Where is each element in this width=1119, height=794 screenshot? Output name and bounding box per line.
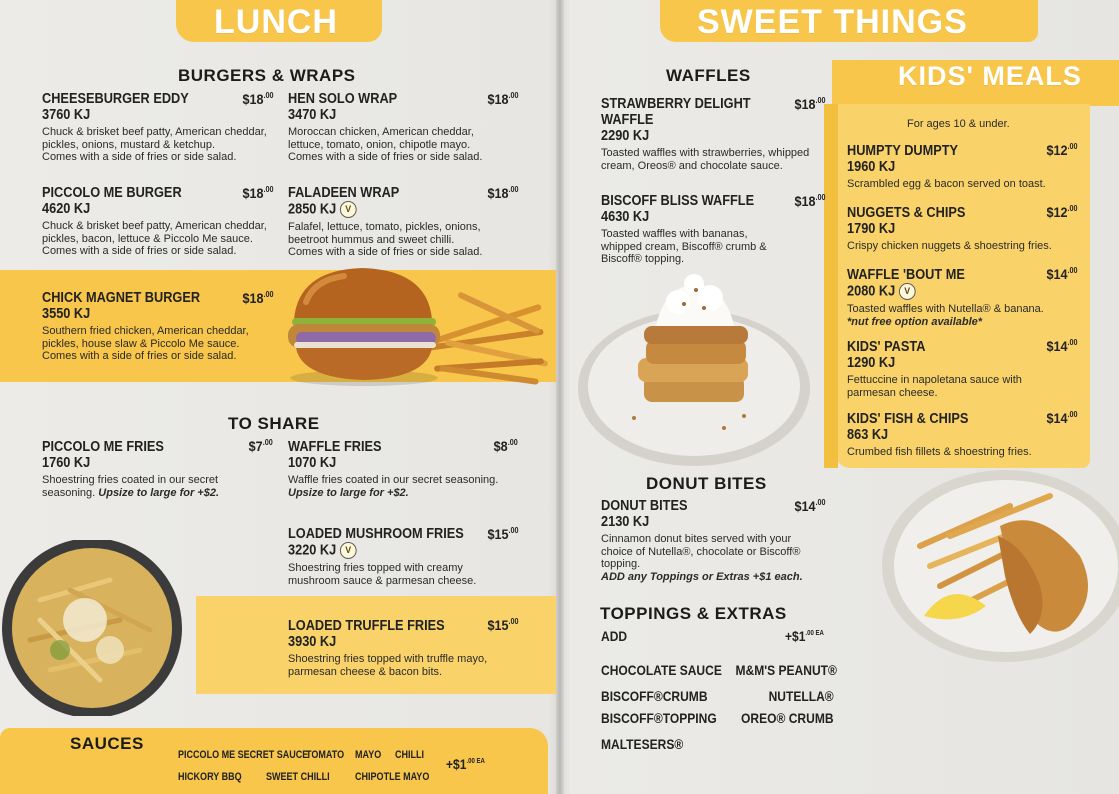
item-desc: Crumbed fish fillets & shoestring fries. bbox=[847, 446, 1032, 458]
item-price: $\$12^{.00}$ bbox=[1045, 204, 1077, 220]
item-kj: 2850 KJ V bbox=[288, 201, 485, 218]
menu-item bbox=[42, 185, 272, 258]
item-kj: 4620 KJ bbox=[42, 201, 91, 217]
item-desc: Chuck & brisket beef patty, American cheddar, pickles, bacon, lettuce & Piccolo Me sauce. Comes with a side of fries or side salad. bbox=[42, 220, 267, 257]
item-name: WAFFLE 'BOUT ME bbox=[847, 267, 965, 283]
item-kj: 1290 KJ bbox=[847, 355, 896, 371]
menu-item bbox=[288, 91, 512, 164]
toppings-heading: TOPPINGS & EXTRAS bbox=[600, 604, 787, 623]
topping-item: MALTESERS® bbox=[601, 736, 684, 752]
item-price: $\$14^{.00}$ bbox=[1045, 266, 1077, 282]
item-kj: 4630 KJ bbox=[601, 209, 650, 225]
sauce-item: MAYO bbox=[355, 749, 382, 761]
sauce-item: SWEET CHILLI bbox=[266, 771, 330, 783]
item-desc: Shoestring fries topped with creamy mushroom sauce & parmesan cheese. bbox=[288, 562, 477, 587]
menu-item bbox=[601, 498, 819, 583]
item-name: LOADED TRUFFLE FRIES bbox=[288, 618, 445, 634]
waffles-heading: WAFFLES bbox=[666, 66, 751, 85]
item-name: STRAWBERRY DELIGHT bbox=[601, 96, 751, 112]
sauce-item: PICCOLO ME SECRET SAUCE bbox=[178, 749, 309, 761]
item-price: $\$18^{.00}$ bbox=[793, 193, 825, 209]
item-price: $\$18^{.00}$ bbox=[241, 290, 273, 306]
item-desc: Moroccan chicken, American cheddar, lettuce, tomato, onion, chipotle mayo. Comes with a side of fries or side salad. bbox=[288, 126, 483, 163]
item-kj: 3470 KJ bbox=[288, 107, 337, 123]
item-price: $\$18^{.00}$ bbox=[241, 91, 273, 107]
item-name: WAFFLE FRIES bbox=[288, 439, 382, 455]
item-note: *nut free option available* bbox=[847, 315, 983, 328]
item-price: $\$14^{.00}$ bbox=[793, 498, 825, 514]
vegetarian-icon: V bbox=[899, 283, 916, 300]
item-price: $\$8^{.00}$ bbox=[493, 438, 518, 454]
item-desc: Toasted waffles with Nutella® & banana. bbox=[847, 303, 1044, 315]
topping-item: M&M'S PEANUT® bbox=[735, 662, 837, 678]
item-price: $\$18^{.00}$ bbox=[486, 91, 518, 107]
item-desc: Chuck & brisket beef patty, American cheddar, pickles, onions, mustard & ketchup. Comes with a side of fries or side salad. bbox=[42, 126, 267, 163]
item-kj: 3220 KJ V bbox=[288, 542, 482, 559]
lunch-title: LUNCH bbox=[214, 3, 338, 41]
item-desc: Toasted waffles with strawberries, whipped cream, Oreos® and chocolate sauce. bbox=[601, 147, 810, 172]
menu-item bbox=[288, 618, 508, 678]
kids-side-stripe bbox=[824, 104, 838, 468]
vegetarian-icon: V bbox=[340, 201, 357, 218]
topping-item: OREO® CRUMB bbox=[741, 710, 834, 726]
item-price: $\$7^{.00}$ bbox=[248, 438, 273, 454]
vegetarian-icon: V bbox=[340, 542, 357, 559]
menu-item bbox=[288, 185, 512, 259]
menu-item bbox=[42, 290, 274, 363]
item-price: $\$15^{.00}$ bbox=[486, 526, 518, 542]
item-name: DONUT BITES bbox=[601, 498, 688, 514]
item-name: LOADED MUSHROOM FRIES bbox=[288, 526, 464, 542]
item-name: PICCOLO ME FRIES bbox=[42, 439, 164, 455]
topping-item: CHOCOLATE SAUCE bbox=[601, 662, 722, 678]
item-kj: 3930 KJ bbox=[288, 634, 337, 650]
kids-age-note: For ages 10 & under. bbox=[907, 118, 1010, 130]
item-name: BISCOFF BLISS WAFFLE bbox=[601, 193, 755, 209]
item-price: $\$18^{.00}$ bbox=[486, 185, 518, 201]
menu-item bbox=[847, 143, 1077, 191]
sauces-price: $+\$1^{.00}$ $^{EA}$ bbox=[446, 756, 485, 772]
menu-item bbox=[847, 339, 1067, 399]
item-price: $\$18^{.00}$ bbox=[241, 185, 273, 201]
item-name-line2: WAFFLE bbox=[601, 112, 654, 128]
item-name: CHEESEBURGER EDDY bbox=[42, 91, 189, 107]
toppings-add-label: ADD bbox=[601, 628, 628, 644]
donut-bites-heading: DONUT BITES bbox=[646, 474, 767, 493]
menu-item bbox=[288, 439, 512, 499]
item-desc: Fettuccine in napoletana sauce with parmesan cheese. bbox=[847, 374, 1022, 399]
loaded-fries-bowl-image bbox=[0, 540, 190, 716]
item-name: NUGGETS & CHIPS bbox=[847, 205, 966, 221]
topping-item: BISCOFF®CRUMB bbox=[601, 688, 708, 704]
item-desc: Falafel, lettuce, tomato, pickles, onions, beetroot hummus and sweet chilli. Comes with a side of fries or side salad. bbox=[288, 221, 483, 258]
item-kj: 3550 KJ bbox=[42, 306, 91, 322]
topping-item: BISCOFF®TOPPING bbox=[601, 710, 717, 726]
item-desc: Shoestring fries topped with truffle mayo, parmesan cheese & bacon bits. bbox=[288, 653, 488, 678]
item-price: $\$14^{.00}$ bbox=[1045, 410, 1077, 426]
item-name: KIDS' PASTA bbox=[847, 339, 926, 355]
item-desc: Southern fried chicken, American cheddar, pickles, house slaw & Piccolo Me sauce. Comes with a side of fries or side salad. bbox=[42, 325, 249, 362]
item-kj: 1960 KJ bbox=[847, 159, 896, 175]
menu-item bbox=[42, 439, 274, 499]
item-name: HEN SOLO WRAP bbox=[288, 91, 398, 107]
to-share-heading: TO SHARE bbox=[228, 414, 320, 433]
item-name: FALADEEN WRAP bbox=[288, 185, 400, 201]
item-price: $\$12^{.00}$ bbox=[1045, 142, 1077, 158]
waffle-dessert-image bbox=[574, 268, 814, 470]
menu-item bbox=[601, 193, 791, 266]
item-kj: 1790 KJ bbox=[847, 221, 896, 237]
fish-and-chips-image bbox=[880, 466, 1119, 662]
item-desc: Cinnamon donut bites served with your choice of Nutella®, chocolate or Biscoff® topping. bbox=[601, 533, 801, 570]
item-kj: 2080 KJ V bbox=[847, 283, 1058, 300]
center-fold bbox=[556, 0, 564, 794]
sauce-item: CHILLI bbox=[395, 749, 425, 761]
menu-item bbox=[601, 96, 825, 172]
chicken-burger-fries-image bbox=[284, 262, 560, 388]
sauce-item: CHIPOTLE MAYO bbox=[355, 771, 430, 783]
item-kj: 1070 KJ bbox=[288, 455, 337, 471]
item-name: HUMPTY DUMPTY bbox=[847, 143, 959, 159]
kids-meals-title: KIDS' MEALS bbox=[898, 61, 1082, 91]
fries-pile bbox=[424, 291, 548, 385]
item-note: ADD any Toppings or Extras +$1 each. bbox=[601, 570, 803, 583]
item-desc: Scrambled egg & bacon served on toast. bbox=[847, 178, 1046, 190]
sauces-heading: SAUCES bbox=[70, 734, 144, 753]
topping-item: NUTELLA® bbox=[768, 688, 834, 704]
item-kj: 2290 KJ bbox=[601, 128, 650, 144]
item-desc: Crispy chicken nuggets & shoestring fries. bbox=[847, 240, 1052, 252]
item-price: $\$18^{.00}$ bbox=[793, 96, 825, 112]
burgers-heading: BURGERS & WRAPS bbox=[178, 66, 356, 85]
item-kj: 1760 KJ bbox=[42, 455, 91, 471]
menu-item bbox=[42, 91, 274, 164]
menu-item bbox=[288, 526, 508, 587]
item-kj: 3760 KJ bbox=[42, 107, 91, 123]
sweet-things-title: SWEET THINGS bbox=[697, 3, 968, 41]
item-desc: Shoestring fries coated in our secret seasoning. Upsize to large for +$2. bbox=[42, 474, 220, 499]
sauce-item: TOMATO bbox=[306, 749, 345, 761]
item-desc: Toasted waffles with bananas, whipped cream, Biscoff® crumb & Biscoff® topping. bbox=[601, 228, 767, 265]
item-name: PICCOLO ME BURGER bbox=[42, 185, 182, 201]
item-kj: 863 KJ bbox=[847, 427, 889, 443]
toppings-price: $+\$1^{.00}$ $^{EA}$ bbox=[785, 628, 824, 644]
item-name: CHICK MAGNET BURGER bbox=[42, 290, 201, 306]
item-price: $\$14^{.00}$ bbox=[1045, 338, 1077, 354]
sauce-item: HICKORY BBQ bbox=[178, 771, 242, 783]
item-name: KIDS' FISH & CHIPS bbox=[847, 411, 969, 427]
item-kj: 2130 KJ bbox=[601, 514, 650, 530]
item-price: $\$15^{.00}$ bbox=[486, 617, 518, 633]
item-desc: Waffle fries coated in our secret seasoning. Upsize to large for +$2. bbox=[288, 474, 499, 499]
